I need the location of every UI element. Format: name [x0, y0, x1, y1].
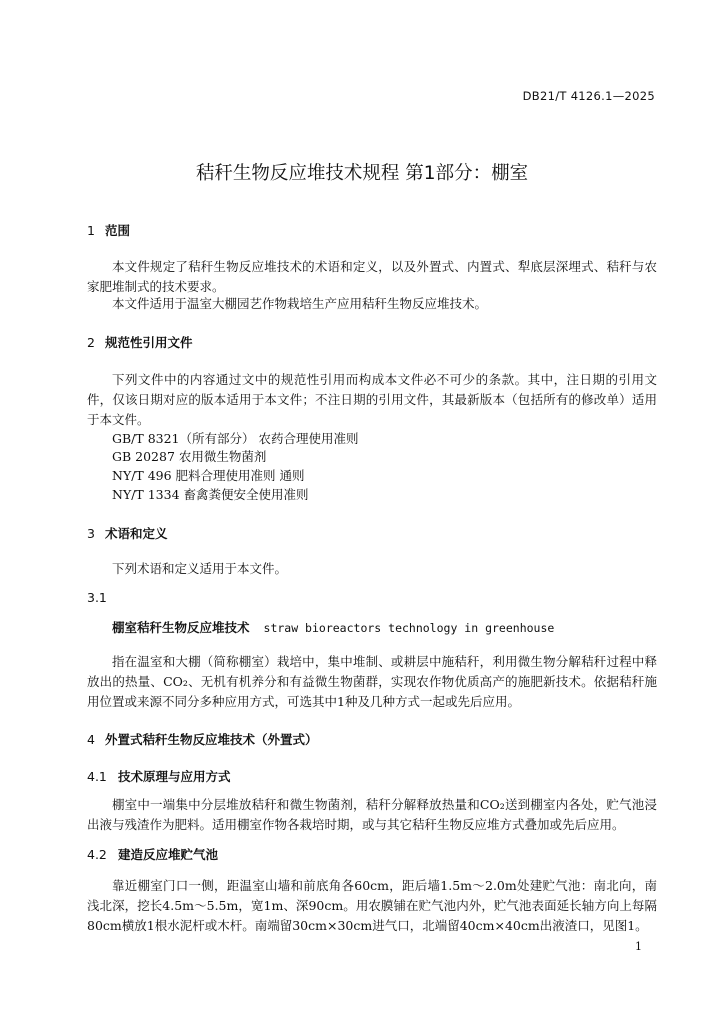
section-3-number: 3: [87, 526, 95, 541]
section-1-heading: [87, 221, 130, 239]
section-1-paragraph-2: 本文件适用于温室大棚园艺作物栽培生产应用秸秆生物反应堆技术。: [112, 296, 488, 311]
subsection-4-1-number: 4.1: [87, 769, 107, 784]
section-1-number: 1: [87, 223, 95, 238]
document-title: 秸秆生物反应堆技术规程 第1部分：棚室: [195, 163, 529, 184]
section-2-paragraph-1: 下列文件中的内容通过文中的规范性引用而构成本文件必不可少的条款。其中，注日期的引用文件，仅该日期对应的版本适用于本文件；不注日期的引用文件，其最新版本（包括所有的修改单）适用于本文件。: [87, 372, 657, 427]
term-entry: [112, 618, 554, 636]
subsection-4-2-paragraph: 靠近棚室门口一侧，距温室山墙和前底角各60cm，距后墙1.5m～2.0m处建贮气池：南北向，南浅北深，挖长4.5m～5.5m，宽1m、深90cm。用农膜铺在贮气池内外，贮气池表面延长轴方向上每隔80cm横放1根水泥杆或木杆。南端留30cm×30cm进气口，北端留40cm×40cm出液渣口，见图1。: [87, 878, 657, 933]
reference-item: GB 20287 农用微生物菌剂: [112, 449, 267, 464]
section-1-title: 范围: [105, 223, 131, 238]
subsection-4-1-title: 技术原理与应用方式: [118, 769, 231, 784]
document-header-id: DB21/T 4126.1—2025: [522, 89, 655, 103]
subsection-3-1-number: 3.1: [87, 590, 107, 605]
term-definition: 指在温室和大棚（简称棚室）栽培中，集中堆制、或耕层中施秸秆，利用微生物分解秸秆过程中释放出的热量、CO₂、无机有机养分和有益微生物菌群，实现农作物优质高产的施肥新技术。依据秸秆施用位置或来源不同分多种应用方式，可选其中1种及几种方式一起或先后应用。: [87, 654, 657, 709]
section-2-heading: [87, 333, 193, 351]
section-3-title: 术语和定义: [105, 526, 168, 541]
subsection-4-1-paragraph: 棚室中一端集中分层堆放秸秆和微生物菌剂，秸秆分解释放热量和CO₂送到棚室内各处，贮气池浸出液与残渣作为肥料。适用棚室作物各栽培时期，或与其它秸秆生物反应堆方式叠加或先后应用。: [87, 797, 657, 832]
term-chinese: 棚室秸秆生物反应堆技术: [112, 620, 250, 635]
section-3-paragraph-1: 下列术语和定义适用于本文件。: [112, 561, 288, 576]
subsection-4-2-number: 4.2: [87, 847, 107, 862]
subsection-4-2-title: 建造反应堆贮气池: [118, 847, 219, 862]
subsection-4-2-heading: [87, 845, 218, 863]
section-4-title: 外置式秸秆生物反应堆技术（外置式）: [105, 732, 318, 747]
reference-item: NY/T 496 肥料合理使用准则 通则: [112, 468, 305, 483]
section-2-number: 2: [87, 335, 95, 350]
page-number: 1: [635, 940, 642, 953]
term-english: straw bioreactors technology in greenhouse: [263, 621, 555, 635]
section-4-heading: [87, 730, 318, 748]
section-1-paragraph-1: 本文件规定了秸秆生物反应堆技术的术语和定义，以及外置式、内置式、犁底层深埋式、秸秆与农家肥堆制式的技术要求。: [87, 259, 657, 294]
section-2-title: 规范性引用文件: [105, 335, 193, 350]
section-3-heading: [87, 524, 168, 542]
section-4-number: 4: [87, 732, 95, 747]
subsection-4-1-heading: [87, 767, 231, 785]
reference-item: NY/T 1334 畜禽粪便安全使用准则: [112, 487, 309, 502]
reference-item: GB/T 8321（所有部分） 农药合理使用准则: [112, 431, 359, 446]
